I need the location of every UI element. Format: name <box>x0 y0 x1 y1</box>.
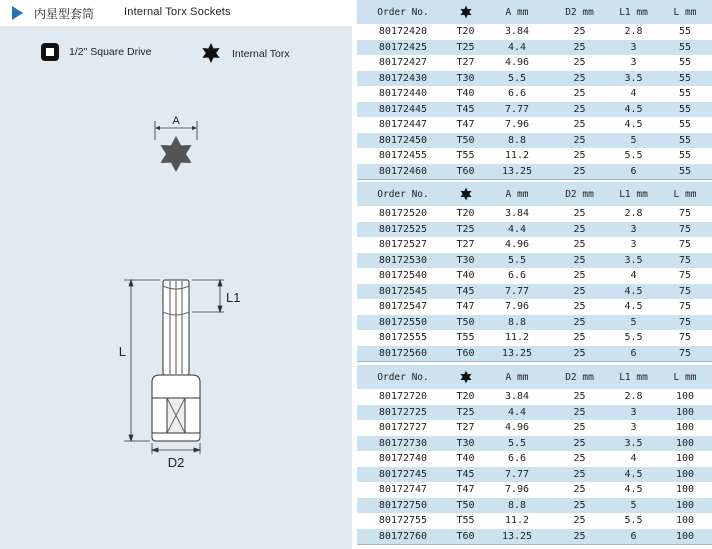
table-cell: 80172520 <box>378 208 428 220</box>
table-cell: T25 <box>456 406 475 418</box>
table-cell: 25 <box>573 72 586 84</box>
table-cell: 80172560 <box>378 347 428 359</box>
table-cell: 75 <box>678 332 692 344</box>
table-cell: T55 <box>456 515 475 527</box>
table-cell: T20 <box>456 208 475 220</box>
table-row <box>357 467 712 483</box>
table-cell: 75 <box>678 270 692 282</box>
table-row <box>357 451 712 467</box>
table-cell: 13.25 <box>501 165 533 177</box>
table-cell: 11.2 <box>504 515 530 527</box>
table-header <box>357 0 712 24</box>
column-header: L mm <box>673 6 697 18</box>
table-cell: 4.96 <box>504 422 530 434</box>
table-row <box>357 71 712 87</box>
table-row <box>357 102 712 118</box>
table-cell: 80172427 <box>378 57 428 69</box>
table-row <box>357 346 712 362</box>
table-row <box>357 513 712 529</box>
table-row <box>357 436 712 452</box>
table-cell: 25 <box>573 223 586 235</box>
table-cell: 25 <box>573 316 586 328</box>
table-row <box>357 55 712 71</box>
internal-torx-label: Internal Torx <box>232 48 290 60</box>
table-cell: 75 <box>678 285 692 297</box>
table-cell: 25 <box>573 437 586 449</box>
table-cell: 100 <box>675 515 695 527</box>
table-cell: T40 <box>456 453 475 465</box>
socket-diagram <box>0 0 352 549</box>
table-cell: 4 <box>630 88 637 100</box>
table-cell: 4.4 <box>507 406 527 418</box>
table-cell: T20 <box>456 391 475 403</box>
table-cell: 80172425 <box>378 41 428 53</box>
table-cell: 3 <box>630 57 637 69</box>
table-cell: T45 <box>456 468 475 480</box>
table-cell: 25 <box>573 406 586 418</box>
table-cell: 80172547 <box>378 301 428 313</box>
table-cell: T50 <box>456 134 475 146</box>
column-header: L1 mm <box>619 6 648 18</box>
table-cell: 3 <box>630 223 637 235</box>
table-cell: 80172530 <box>378 254 428 266</box>
table-row <box>357 315 712 331</box>
table-cell: 80172450 <box>378 134 428 146</box>
column-header: A mm <box>505 6 529 18</box>
table-cell: 6 <box>630 530 637 542</box>
table-cell: 25 <box>573 347 586 359</box>
table-cell: 80172460 <box>378 165 428 177</box>
table-cell: 4.5 <box>624 103 643 115</box>
table-cell: 3.84 <box>504 391 530 403</box>
page-title: Internal Torx Sockets <box>124 6 231 18</box>
table-cell: T30 <box>456 437 475 449</box>
table-cell: T27 <box>456 422 475 434</box>
table-cell: 80172750 <box>378 499 428 511</box>
square-drive-label: 1/2" Square Drive <box>69 46 152 58</box>
table-cell: 2.8 <box>624 26 643 38</box>
table-cell: 13.25 <box>501 530 533 542</box>
table-row <box>357 405 712 421</box>
dimension-l1 <box>192 280 224 312</box>
column-header: Order No. <box>377 6 429 18</box>
table-divider <box>357 361 712 362</box>
table-cell: 55 <box>678 150 692 162</box>
table-cell: 25 <box>573 26 586 38</box>
table-row <box>357 284 712 300</box>
table-cell: 25 <box>573 239 586 251</box>
table-cell: 3.5 <box>624 254 643 266</box>
table-cell: 25 <box>573 103 586 115</box>
table-cell: 25 <box>573 422 586 434</box>
column-header: Order No. <box>377 371 429 383</box>
table-cell: 7.96 <box>504 119 530 131</box>
column-header: L mm <box>673 188 697 200</box>
table-cell: 6.6 <box>507 453 527 465</box>
torx-icon <box>449 365 482 389</box>
table-header <box>357 182 712 206</box>
table-cell: 25 <box>573 88 586 100</box>
table-cell: 25 <box>573 285 586 297</box>
table-row <box>357 529 712 545</box>
table-cell: 3 <box>630 41 637 53</box>
table-cell: 7.77 <box>504 285 530 297</box>
table-cell: T60 <box>456 347 475 359</box>
table-row <box>357 253 712 269</box>
table-cell: 5 <box>630 134 637 146</box>
column-header: L1 mm <box>619 371 648 383</box>
torx-icon <box>449 0 482 24</box>
table-row <box>357 498 712 514</box>
table-cell: T47 <box>456 484 475 496</box>
table-row <box>357 222 712 238</box>
table-row <box>357 148 712 164</box>
table-cell: 5.5 <box>507 437 527 449</box>
table-cell: 55 <box>678 41 692 53</box>
table-cell: T55 <box>456 332 475 344</box>
table-cell: 8.8 <box>507 316 527 328</box>
table-cell: 80172525 <box>378 223 428 235</box>
table-cell: 80172420 <box>378 26 428 38</box>
table-row <box>357 482 712 498</box>
torx-icon <box>449 182 482 206</box>
table-cell: T30 <box>456 72 475 84</box>
table-cell: 100 <box>675 391 695 403</box>
table-cell: 6 <box>630 165 637 177</box>
table-row <box>357 86 712 102</box>
table-cell: T47 <box>456 119 475 131</box>
table-cell: T25 <box>456 223 475 235</box>
table-cell: 8.8 <box>507 134 527 146</box>
table-cell: 3.84 <box>504 26 530 38</box>
table-cell: 80172545 <box>378 285 428 297</box>
table-cell: 80172747 <box>378 484 428 496</box>
page-title-cn: 内星型套筒 <box>34 7 95 21</box>
table-cell: 80172447 <box>378 119 428 131</box>
column-header: D2 mm <box>565 371 594 383</box>
table-row <box>357 40 712 56</box>
table-row <box>357 268 712 284</box>
table-cell: 5 <box>630 316 637 328</box>
table-cell: 80172430 <box>378 72 428 84</box>
dimension-l-label: L <box>118 344 126 359</box>
table-cell: T50 <box>456 316 475 328</box>
table-cell: 25 <box>573 134 586 146</box>
table-cell: 5.5 <box>624 332 643 344</box>
socket-side-view <box>152 280 200 441</box>
table-cell: 75 <box>678 239 692 251</box>
table-cell: 25 <box>573 301 586 313</box>
spec-tables <box>357 0 712 549</box>
table-cell: T50 <box>456 499 475 511</box>
column-header: A mm <box>505 371 529 383</box>
table-cell: 80172720 <box>378 391 428 403</box>
table-cell: 6.6 <box>507 88 527 100</box>
table-cell: 55 <box>678 103 692 115</box>
table-cell: 4.5 <box>624 484 643 496</box>
table-cell: 25 <box>573 453 586 465</box>
table-cell: T47 <box>456 301 475 313</box>
table-cell: 25 <box>573 41 586 53</box>
table-cell: 100 <box>675 422 695 434</box>
table-header <box>357 365 712 389</box>
table-cell: 80172727 <box>378 422 428 434</box>
column-header: A mm <box>505 188 529 200</box>
column-header: D2 mm <box>565 6 594 18</box>
table-cell: 25 <box>573 391 586 403</box>
table-cell: 80172527 <box>378 239 428 251</box>
table-cell: 4.5 <box>624 301 643 313</box>
table-cell: 4.4 <box>507 41 527 53</box>
table-cell: 100 <box>675 484 695 496</box>
table-cell: 25 <box>573 468 586 480</box>
table-cell: 80172755 <box>378 515 428 527</box>
table-row <box>357 133 712 149</box>
table-cell: 25 <box>573 254 586 266</box>
table-cell: 4.4 <box>507 223 527 235</box>
table-cell: 3.5 <box>624 437 643 449</box>
dimension-d2 <box>152 443 200 454</box>
table-cell: 80172745 <box>378 468 428 480</box>
table-cell: 80172440 <box>378 88 428 100</box>
table-cell: 4.96 <box>504 57 530 69</box>
column-header: L1 mm <box>619 188 648 200</box>
table-cell: 100 <box>675 437 695 449</box>
table-cell: 55 <box>678 57 692 69</box>
table-cell: 4 <box>630 270 637 282</box>
table-cell: 25 <box>573 119 586 131</box>
table-cell: 55 <box>678 88 692 100</box>
column-header: Order No. <box>377 188 429 200</box>
table-cell: 2.8 <box>624 208 643 220</box>
table-cell: 75 <box>678 301 692 313</box>
table-cell: T60 <box>456 165 475 177</box>
table-cell: T27 <box>456 57 475 69</box>
table-cell: 3 <box>630 239 637 251</box>
table-cell: 80172540 <box>378 270 428 282</box>
table-cell: 8.8 <box>507 499 527 511</box>
table-cell: 25 <box>573 270 586 282</box>
table-cell: 13.25 <box>501 347 533 359</box>
table-cell: T45 <box>456 285 475 297</box>
table-cell: 100 <box>675 468 695 480</box>
table-cell: 11.2 <box>504 150 530 162</box>
table-cell: 25 <box>573 530 586 542</box>
table-cell: 55 <box>678 134 692 146</box>
dimension-l1-label: L1 <box>226 290 241 305</box>
table-row <box>357 420 712 436</box>
table-divider <box>357 544 712 545</box>
table-cell: 7.96 <box>504 301 530 313</box>
table-cell: 80172760 <box>378 530 428 542</box>
table-cell: 7.96 <box>504 484 530 496</box>
table-row <box>357 164 712 180</box>
table-cell: 5.5 <box>507 72 527 84</box>
table-cell: 75 <box>678 347 692 359</box>
table-cell: 7.77 <box>504 103 530 115</box>
table-cell: 4.5 <box>624 285 643 297</box>
table-cell: 4.96 <box>504 239 530 251</box>
table-row <box>357 206 712 222</box>
table-cell: 75 <box>678 208 692 220</box>
table-cell: 25 <box>573 165 586 177</box>
table-cell: T27 <box>456 239 475 251</box>
table-cell: 5.5 <box>507 254 527 266</box>
table-cell: 75 <box>678 223 692 235</box>
table-cell: T55 <box>456 150 475 162</box>
torx-profile <box>155 115 197 172</box>
table-row <box>357 237 712 253</box>
table-cell: 100 <box>675 453 695 465</box>
table-cell: 55 <box>678 72 692 84</box>
table-cell: T40 <box>456 88 475 100</box>
table-cell: 3 <box>630 422 637 434</box>
table-cell: 80172550 <box>378 316 428 328</box>
table-cell: 55 <box>678 26 692 38</box>
dimension-d2-label: D2 <box>167 455 185 470</box>
table-cell: 80172730 <box>378 437 428 449</box>
table-cell: 75 <box>678 316 692 328</box>
table-cell: T45 <box>456 103 475 115</box>
table-cell: 4 <box>630 453 637 465</box>
table-cell: 3 <box>630 406 637 418</box>
table-cell: T20 <box>456 26 475 38</box>
table-cell: 4.5 <box>624 119 643 131</box>
table-cell: T30 <box>456 254 475 266</box>
diagram-panel <box>0 0 352 549</box>
table-cell: 25 <box>573 57 586 69</box>
table-cell: 80172740 <box>378 453 428 465</box>
table-cell: 25 <box>573 484 586 496</box>
table-cell: 5.5 <box>624 150 643 162</box>
table-cell: T60 <box>456 530 475 542</box>
table-divider <box>357 179 712 180</box>
table-cell: 80172555 <box>378 332 428 344</box>
table-row <box>357 330 712 346</box>
dimension-a-label: A <box>172 115 180 127</box>
table-cell: 80172445 <box>378 103 428 115</box>
table-cell: 3.5 <box>624 72 643 84</box>
table-cell: 25 <box>573 515 586 527</box>
table-row <box>357 389 712 405</box>
table-cell: 80172455 <box>378 150 428 162</box>
table-cell: 25 <box>573 332 586 344</box>
table-row <box>357 117 712 133</box>
column-header: D2 mm <box>565 188 594 200</box>
table-cell: 25 <box>573 208 586 220</box>
table-row <box>357 24 712 40</box>
table-cell: 7.77 <box>504 468 530 480</box>
table-cell: T40 <box>456 270 475 282</box>
table-cell: 11.2 <box>504 332 530 344</box>
table-cell: 55 <box>678 165 692 177</box>
table-cell: 6.6 <box>507 270 527 282</box>
table-cell: 2.8 <box>624 391 643 403</box>
table-cell: 5.5 <box>624 515 643 527</box>
table-cell: 80172725 <box>378 406 428 418</box>
table-cell: 25 <box>573 499 586 511</box>
table-row <box>357 299 712 315</box>
table-cell: 75 <box>678 254 692 266</box>
table-cell: 5 <box>630 499 637 511</box>
table-cell: 100 <box>675 406 695 418</box>
table-cell: T25 <box>456 41 475 53</box>
table-cell: 4.5 <box>624 468 643 480</box>
table-cell: 55 <box>678 119 692 131</box>
table-cell: 6 <box>630 347 637 359</box>
column-header: L mm <box>673 371 697 383</box>
table-cell: 100 <box>675 499 695 511</box>
table-cell: 25 <box>573 150 586 162</box>
table-cell: 100 <box>675 530 695 542</box>
table-cell: 3.84 <box>504 208 530 220</box>
